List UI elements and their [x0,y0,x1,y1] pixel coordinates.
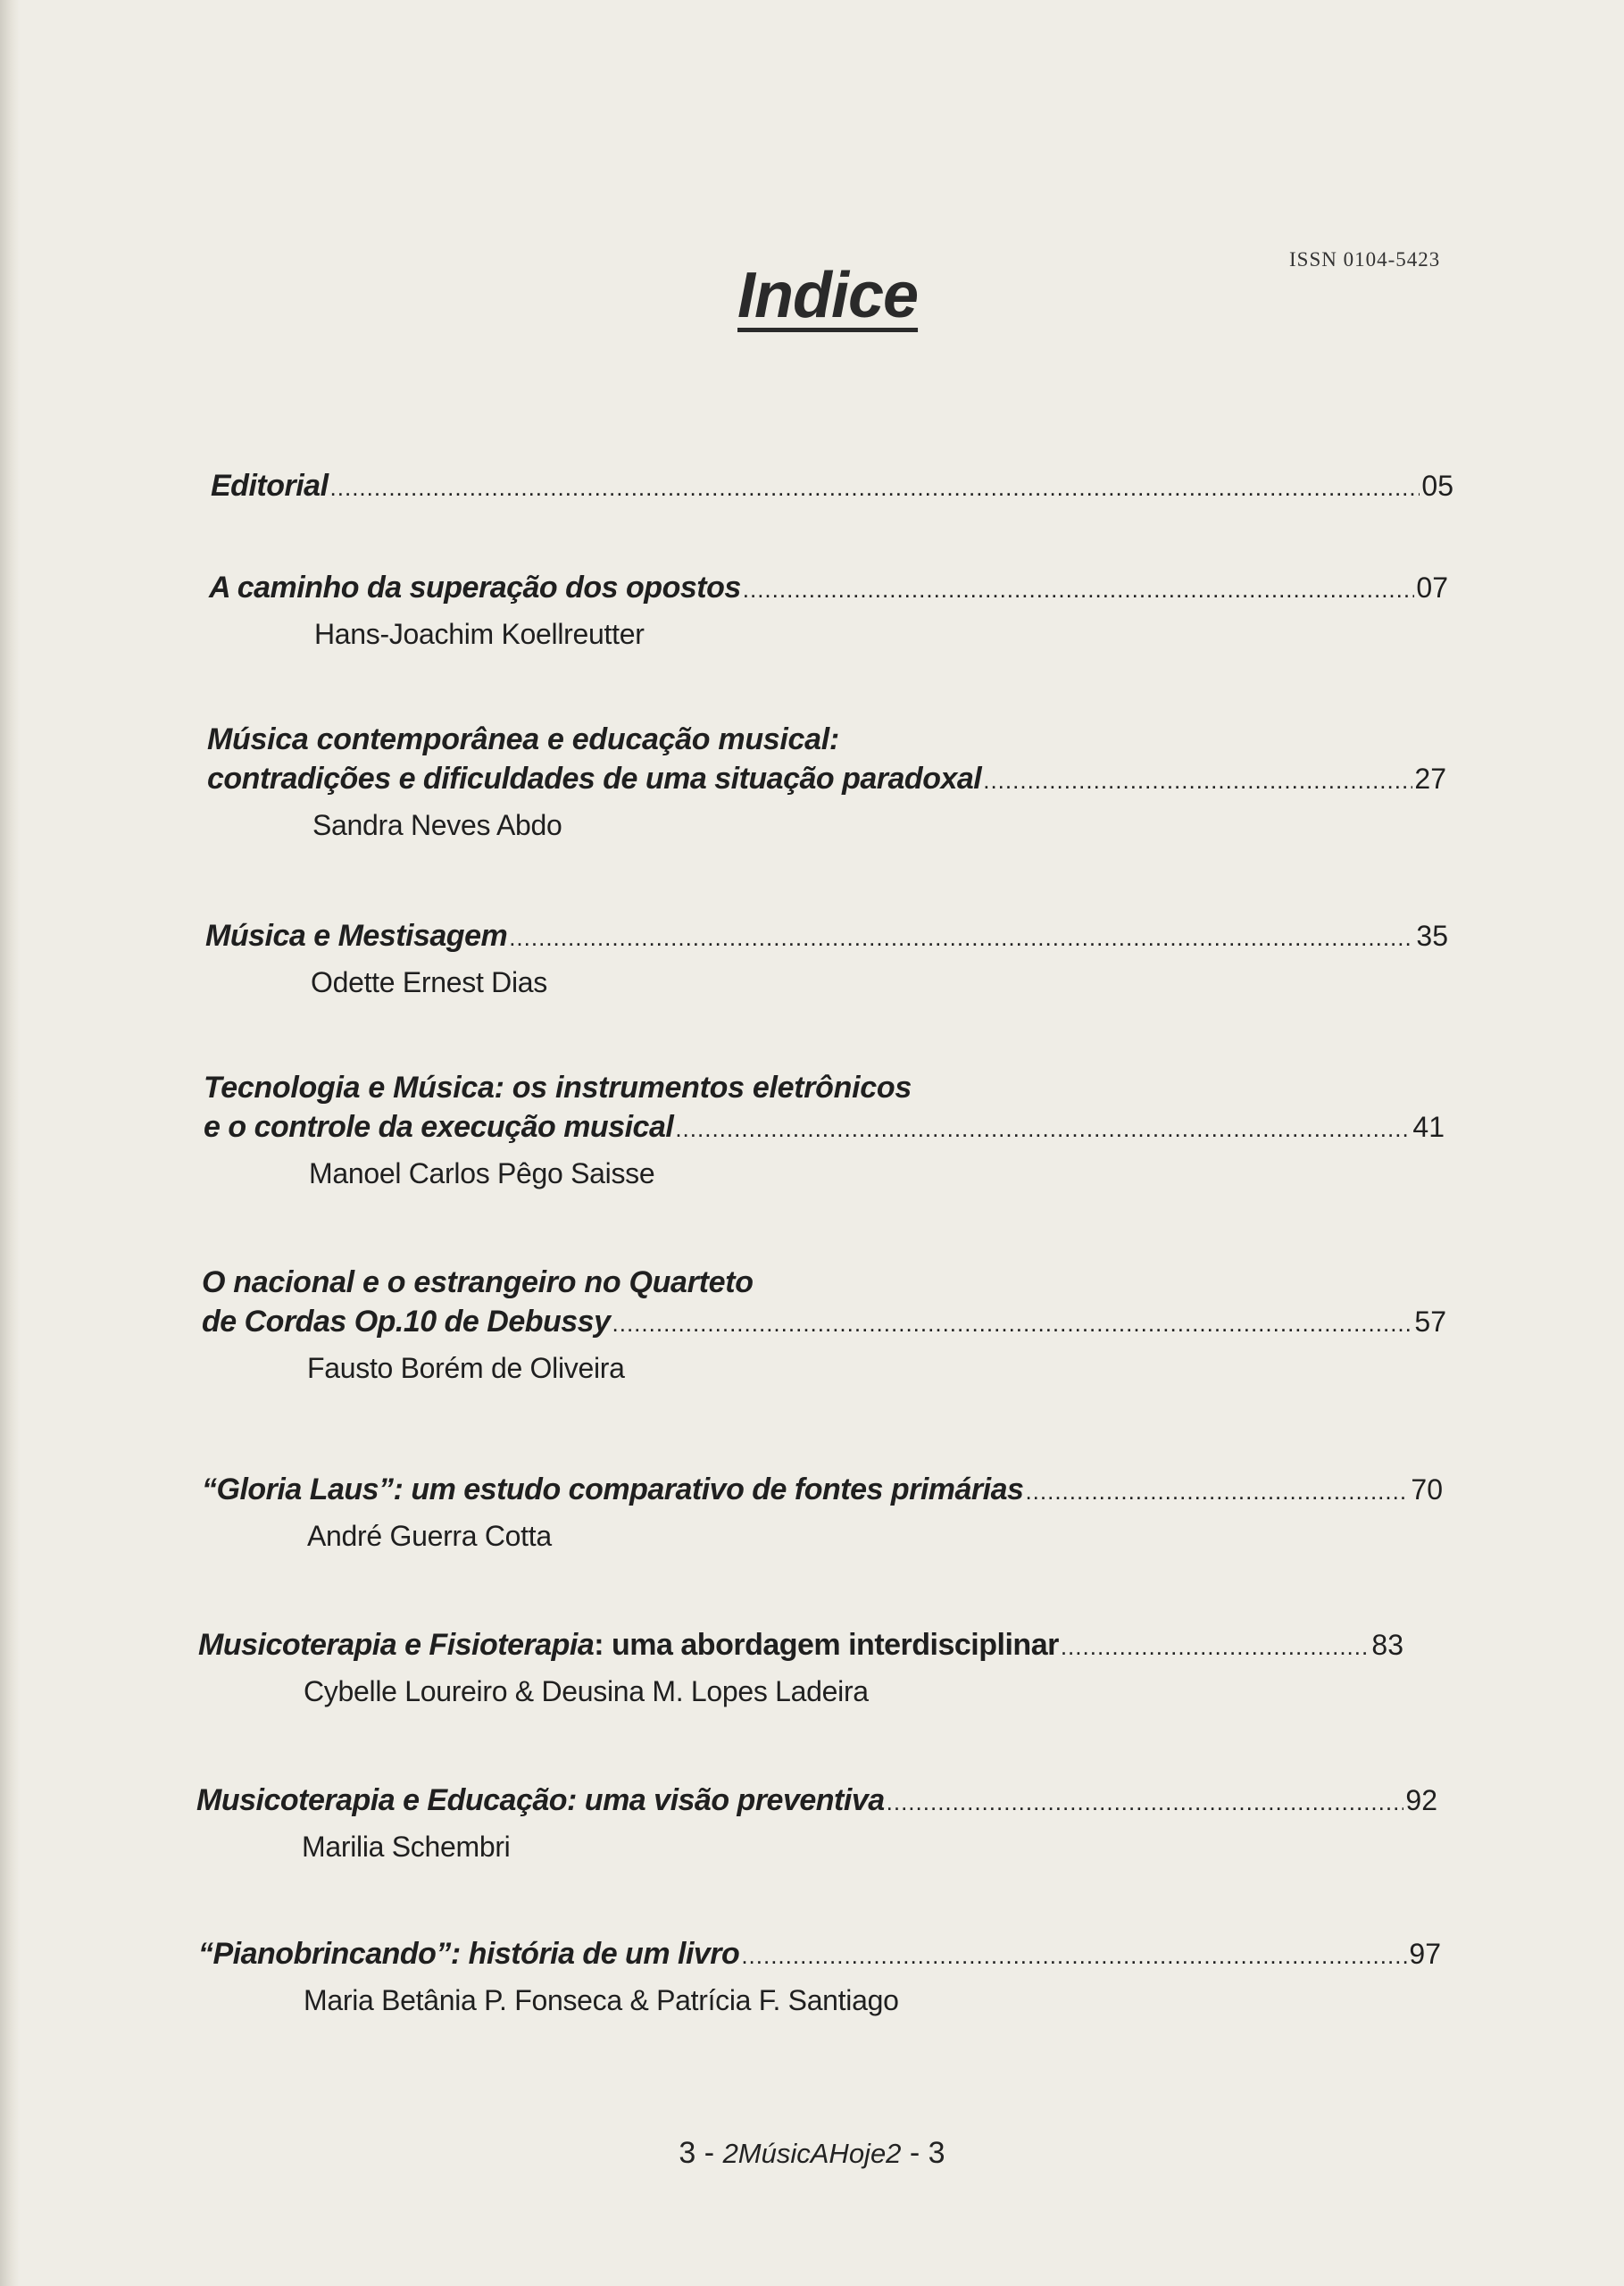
entry-title: “Gloria Laus”: um estudo comparativo de fontes primárias [202,1473,1024,1506]
entry-page-number: 70 [1411,1473,1443,1506]
footer-page-right: - 3 [909,2136,945,2170]
footer-page-left: 3 - [679,2136,715,2170]
entry-author: Cybelle Loureiro & Deusina M. Lopes Ladeira [304,1675,869,1707]
entry-title-line1: Música contemporânea e educação musical: [207,722,839,756]
entry-page-number: 57 [1414,1306,1446,1338]
page-title: Indice [737,260,919,331]
entry-title-line1: O nacional e o estrangeiro no Quarteto [202,1265,754,1299]
toc-entry-schembri[interactable] [196,1781,1437,1866]
dot-leader [743,570,1415,609]
entry-page-number: 27 [1414,763,1446,795]
entry-page-number: 41 [1412,1111,1445,1143]
entry-author: Sandra Neves Abdo [312,809,562,841]
toc-entry-dias[interactable] [205,916,1448,1002]
entry-title: Música e Mestisagem [205,919,508,953]
toc-entry-editorial[interactable] [211,466,1453,507]
entry-author: Hans-Joachim Koellreutter [314,618,645,650]
dot-leader [509,918,1414,957]
entry-title-rest: : uma abordagem interdisciplinar [594,1628,1059,1662]
entry-author: Maria Betânia P. Fonseca & Patrícia F. Santiago [304,1984,899,2016]
entry-title: contradições e dificuldades de uma situação paradoxal [207,762,982,796]
entry-page-number: 97 [1409,1938,1441,1970]
page-footer [0,2136,1624,2171]
dot-leader [887,1782,1404,1822]
entry-title: Musicoterapia e Educação: uma visão preventiva [196,1783,885,1817]
entry-title: Editorial [211,469,329,503]
dot-leader [741,1936,1407,1975]
toc-entry-saisse[interactable] [204,1068,1445,1193]
entry-page-number: 83 [1371,1629,1403,1661]
entry-author: Fausto Borém de Oliveira [307,1352,625,1384]
dot-leader [330,468,1420,507]
entry-author: Manoel Carlos Pêgo Saisse [309,1157,655,1189]
issn-number: ISSN 0104-5423 [1289,248,1441,271]
dot-leader [983,761,1412,800]
entry-author: Odette Ernest Dias [311,966,547,998]
entry-title: “Pianobrincando”: história de um livro [198,1937,740,1971]
entry-title [198,1625,1059,1664]
dot-leader [675,1109,1411,1148]
toc-entry-abdo[interactable] [207,720,1446,845]
entry-page-number: 05 [1421,470,1453,502]
dot-leader [1025,1472,1409,1511]
entry-title: A caminho da superação dos opostos [209,571,741,605]
entry-title-italic: Musicoterapia e Fisioterapia [198,1628,595,1662]
toc-entry-loureiro-ladeira[interactable] [198,1625,1403,1711]
entry-author: Marilia Schembri [302,1831,511,1863]
toc-entry-cotta[interactable] [202,1470,1443,1556]
entry-page-number: 92 [1405,1784,1437,1816]
toc-entry-oliveira[interactable] [202,1263,1446,1388]
entry-title: e o controle da execução musical [204,1110,674,1144]
entry-title: de Cordas Op.10 de Debussy [202,1305,611,1339]
entry-page-number: 07 [1416,572,1448,604]
entry-title-line1: Tecnologia e Música: os instrumentos eletrônicos [204,1071,912,1105]
toc-entry-fonseca-santiago[interactable] [198,1934,1441,2020]
entry-author: André Guerra Cotta [307,1520,552,1552]
entry-page-number: 35 [1416,920,1448,952]
footer-journal-name: 2MúsicAHoje2 [722,2138,902,2169]
dot-leader [612,1304,1413,1343]
dot-leader [1061,1627,1370,1666]
toc-entry-koellreutter[interactable] [209,568,1448,654]
